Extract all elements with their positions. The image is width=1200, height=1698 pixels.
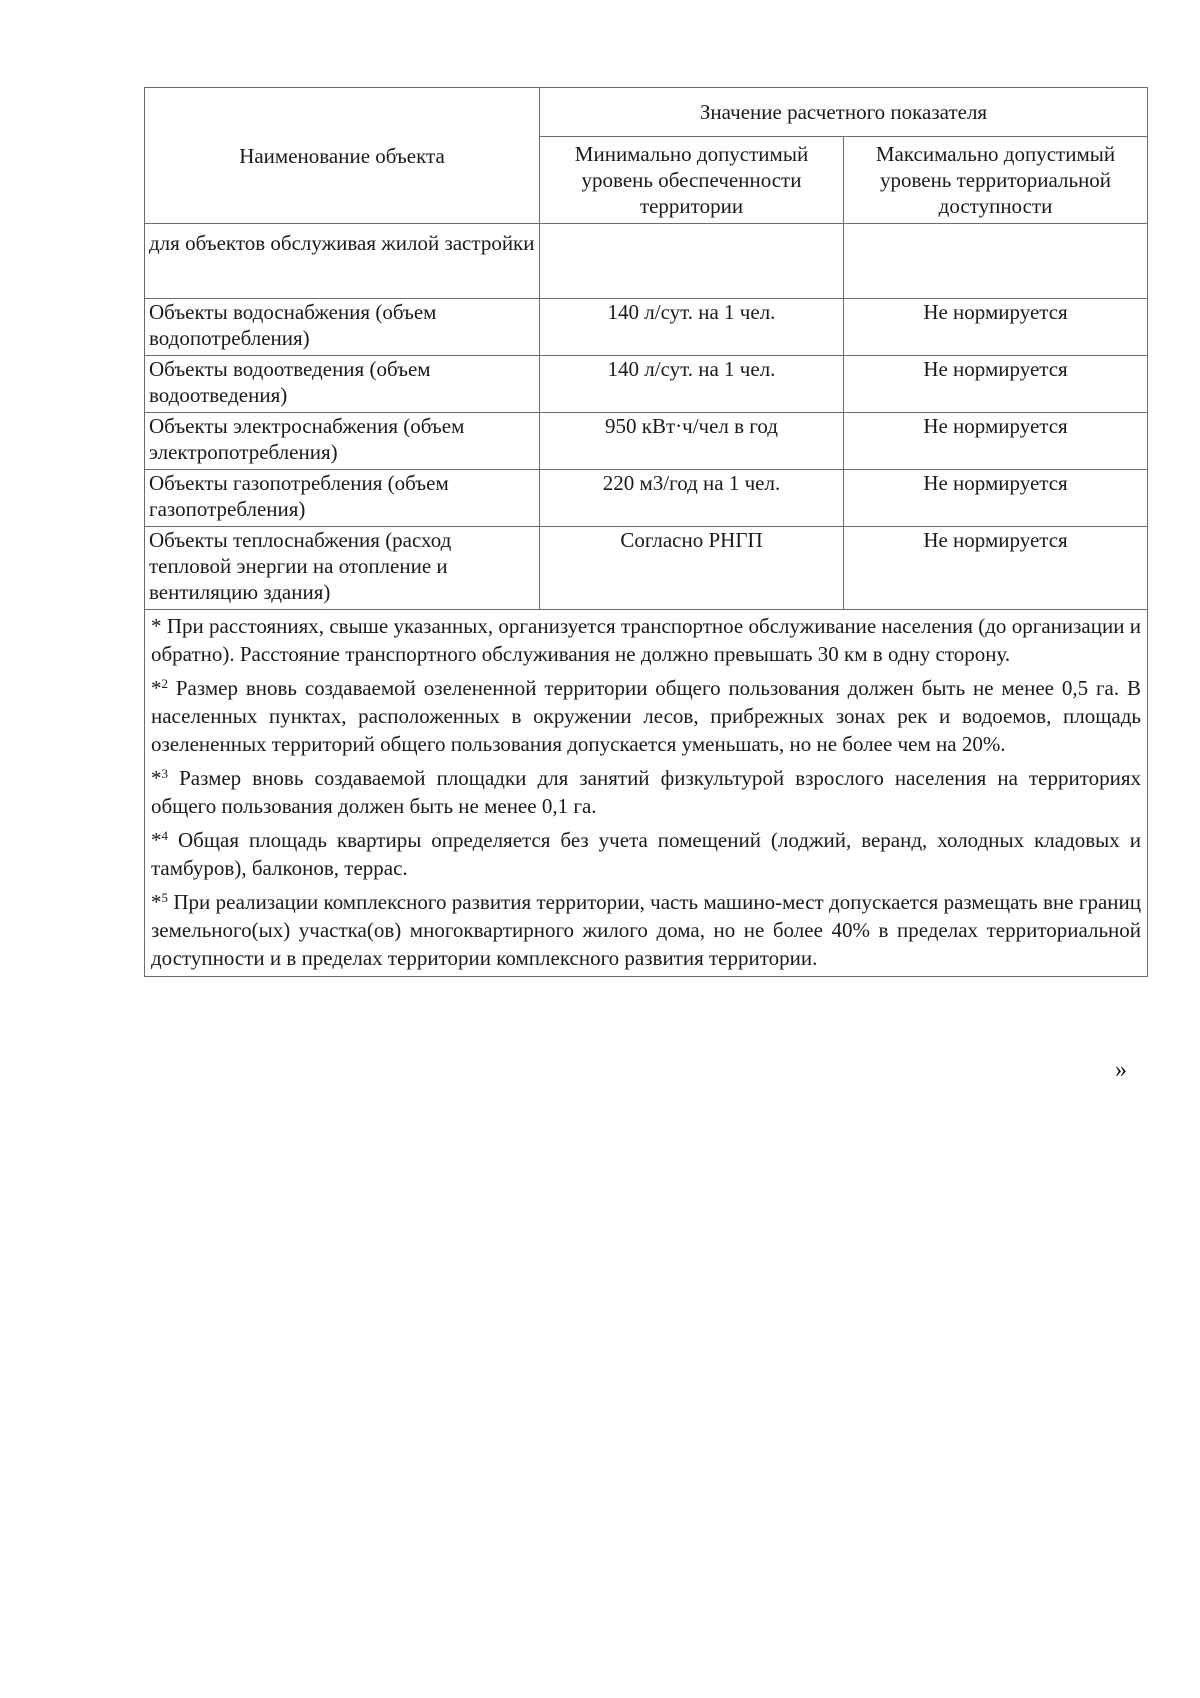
footnote-text: При реализации комплексного развития территории, часть машино-мест допускается размещать вне границ земельного(ых) участка(ов) многоквартирного жилого дома, но не более 40% в пределах территориальной доступности и в пределах территории комплексного развития территории. [151,890,1141,970]
closing-quote: » [1115,1057,1127,1083]
notes-row [145,610,1148,977]
footnote-mark: * [151,766,162,790]
empty-cell [844,224,1148,299]
table-row [145,299,1148,356]
row-max-value: Не нормируется [844,470,1148,527]
footnote [151,764,1141,820]
row-max-value: Не нормируется [844,356,1148,413]
row-name: Объекты водоснабжения (объем водопотребления) [145,299,540,356]
footnote-mark: * [151,828,162,852]
table-row [145,527,1148,610]
footnote-number: 4 [161,828,168,843]
footnote [151,826,1141,882]
table-row [145,470,1148,527]
table-row [145,413,1148,470]
footnote-mark: * [151,676,162,700]
table-row-intro [145,224,1148,299]
row-min-value: 140 л/сут. на 1 чел. [540,356,844,413]
footnote-number: 5 [161,890,168,905]
footnote [151,674,1141,758]
footnote-number: 2 [161,676,168,691]
footnotes-cell [145,610,1148,977]
row-name: Объекты водоотведения (объем водоотведения) [145,356,540,413]
row-name: Объекты теплоснабжения (расход тепловой энергии на отопление и вентиляцию здания) [145,527,540,610]
norms-table [144,87,1148,977]
row-max-value: Не нормируется [844,527,1148,610]
footnote-text: Размер вновь создаваемой озелененной территории общего пользования должен быть не менее 0,5 га. В населенных пунктах, расположенных в окружении лесов, прибрежных зонах рек и водоемов, площадь озелененных территорий общего пользования допускается уменьшать, но не более чем на 20%. [151,676,1141,756]
row-max-value: Не нормируется [844,413,1148,470]
empty-cell [540,224,844,299]
row-max-value: Не нормируется [844,299,1148,356]
footnote-text: Общая площадь квартиры определяется без учета помещений (лоджий, веранд, холодных кладовых и тамбуров), балконов, террас. [151,828,1142,880]
footnote-text: Размер вновь создаваемой площадки для занятий физкультурой взрослого населения на территориях общего пользования должен быть не менее 0,1 га. [151,766,1142,818]
intro-cell: для объектов обслуживая жилой застройки [145,224,540,299]
row-min-value: 220 м3/год на 1 чел. [540,470,844,527]
row-min-value: Согласно РНГП [540,527,844,610]
row-name: Объекты газопотребления (объем газопотребления) [145,470,540,527]
footnote-number: 3 [161,766,168,781]
header-indicator-value: Значение расчетного показателя [540,88,1148,137]
table-row [145,356,1148,413]
footnote-mark: * [151,614,162,638]
header-object-name: Наименование объекта [145,88,540,224]
footnote [151,612,1141,668]
row-min-value: 950 кВт·ч/чел в год [540,413,844,470]
row-name: Объекты электроснабжения (объем электропотребления) [145,413,540,470]
header-min-level: Минимально допустимый уровень обеспеченности территории [540,137,844,224]
header-max-level: Максимально допустимый уровень территориальной доступности [844,137,1148,224]
footnote [151,888,1141,972]
document-page [144,87,1147,977]
footnote-mark: * [151,890,162,914]
table-header-row [145,88,1148,137]
footnote-text: При расстояниях, свыше указанных, организуется транспортное обслуживание населения (до организации и обратно). Расстояние транспортного обслуживания не должно превышать 30 км в одну сторону. [151,614,1141,666]
row-min-value: 140 л/сут. на 1 чел. [540,299,844,356]
